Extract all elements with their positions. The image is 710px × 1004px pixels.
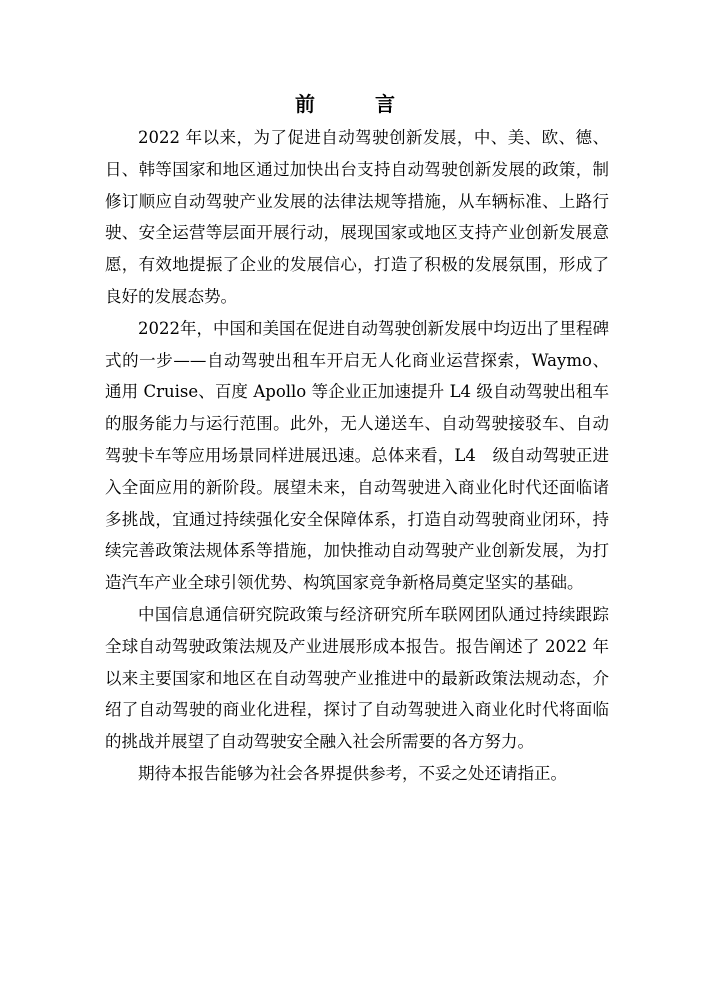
preface-body [105,122,609,790]
page-title: 前 言 [295,92,415,116]
paragraph-1: 2022 年以来，为了促进自动驾驶创新发展，中、美、欧、德、日、韩等国家和地区通过加快出台支持自动驾驶创新发展的政策，制修订顺应自动驾驶产业发展的法律法规等措施，从车辆标准、上路行驶、安全运营等层面开展行动，展现国家或地区支持产业创新发展意愿，有效地提振了企业的发展信心，打造了积极的发展氛围，形成了良好的发展态势。 [105,128,609,306]
paragraph-2: 2022年，中国和美国在促进自动驾驶创新发展中均迈出了里程碑式的一步——自动驾驶出租车开启无人化商业运营探索，Waymo、通用 Cruise、百度 Apollo 等企业正加速提升 L4 级自动驾驶出租车的服务能力与运行范围。此外，无人递送车、自动驾驶接驳车、自动驾驶卡车等应用场景同样进展迅速。总体来看，L4 级自动驾驶正进入全面应用的新阶段。展望未来，自动驾驶进入商业化时代还面临诸多挑战，宜通过持续强化安全保障体系，打造自动驾驶商业闭环，持续完善政策法规体系等措施，加快推动自动驾驶产业创新发展，为打造汽车产业全球引领优势、构筑国家竞争新格局奠定坚实的基础。 [105,318,609,593]
paragraph-3: 中国信息通信研究院政策与经济研究所车联网团队通过持续跟踪全球自动驾驶政策法规及产业进展形成本报告。报告阐述了 2022 年以来主要国家和地区在自动驾驶产业推进中的最新政策法规动态，介绍了自动驾驶的商业化进程，探讨了自动驾驶进入商业化时代将面临的挑战并展望了自动驾驶安全融入社会所需要的各方努力。 [105,604,609,752]
paragraph-4: 期待本报告能够为社会各界提供参考，不妥之处还请指正。 [138,763,567,783]
